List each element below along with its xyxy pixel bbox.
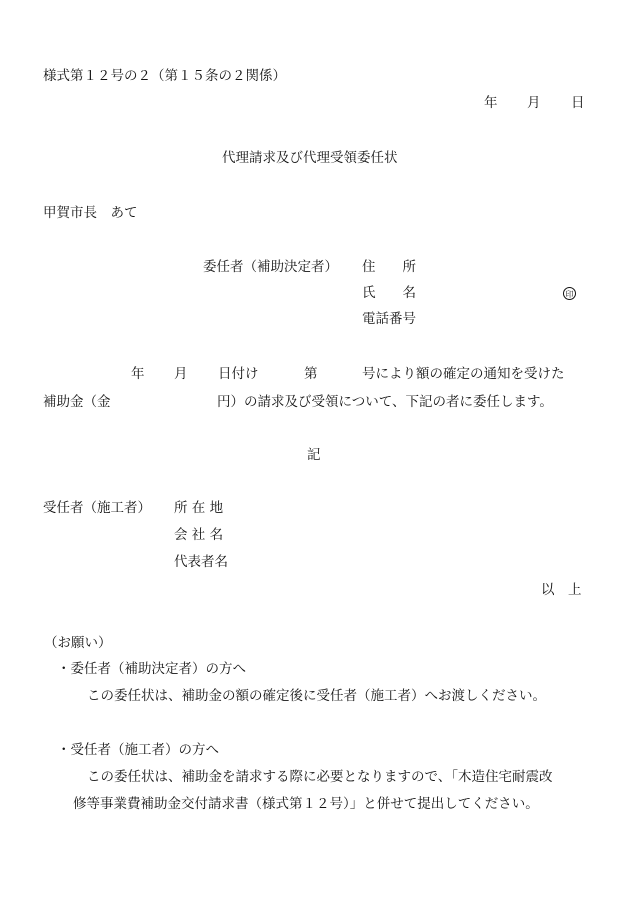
- addressee: 甲賀市長 あて: [43, 205, 138, 221]
- notes-item2-text-line1: この委任状は、補助金を請求する際に必要となりますので、「木造住宅耐震改: [87, 769, 553, 785]
- form-number: 様式第１２号の２（第１５条の２関係）: [43, 68, 286, 84]
- body-rest-text: 円）の請求及び受領について、下記の者に委任します。: [217, 394, 553, 410]
- body-dai: 第: [304, 366, 318, 382]
- notes-item1-title: ・委任者（補助決定者）の方へ: [57, 661, 246, 677]
- agent-representative-label: 代表者名: [174, 554, 228, 570]
- document-title: 代理請求及び代理受領委任状: [222, 150, 398, 166]
- notes-item2-title: ・受任者（施工者）の方へ: [57, 742, 219, 758]
- body-notice-text: 号により額の確定の通知を受けた: [362, 366, 565, 382]
- notes-item2-text-line2: 修等事業費補助金交付請求書（様式第１２号）」と併せて提出してください。: [73, 796, 539, 812]
- body-year: 年: [131, 366, 145, 382]
- notes-heading: （お願い）: [44, 635, 112, 651]
- mandator-address-label: 住 所: [362, 259, 416, 275]
- notes-item1-text: この委任状は、補助金の額の確定後に受任者（施工者）へお渡しください。: [87, 688, 546, 704]
- agent-location-label: 所 在 地: [174, 500, 224, 516]
- mandator-phone-label: 電話番号: [362, 311, 416, 327]
- agent-label: 受任者（施工者）: [43, 500, 151, 516]
- date-day-label: 日: [571, 95, 585, 111]
- mandator-name-label: 氏 名: [362, 285, 416, 301]
- date-month-label: 月: [527, 95, 541, 111]
- ki-label: 記: [307, 447, 321, 463]
- agent-company-label: 会 社 名: [174, 527, 224, 543]
- ijo-label: 以 上: [541, 582, 582, 598]
- seal-mark: 印: [563, 287, 576, 300]
- date-year-label: 年: [484, 95, 498, 111]
- mandator-label: 委任者（補助決定者）: [203, 259, 338, 275]
- body-subsidy-prefix: 補助金（金: [43, 394, 111, 410]
- body-month: 月: [174, 366, 188, 382]
- body-day-dated: 日付け: [218, 366, 259, 382]
